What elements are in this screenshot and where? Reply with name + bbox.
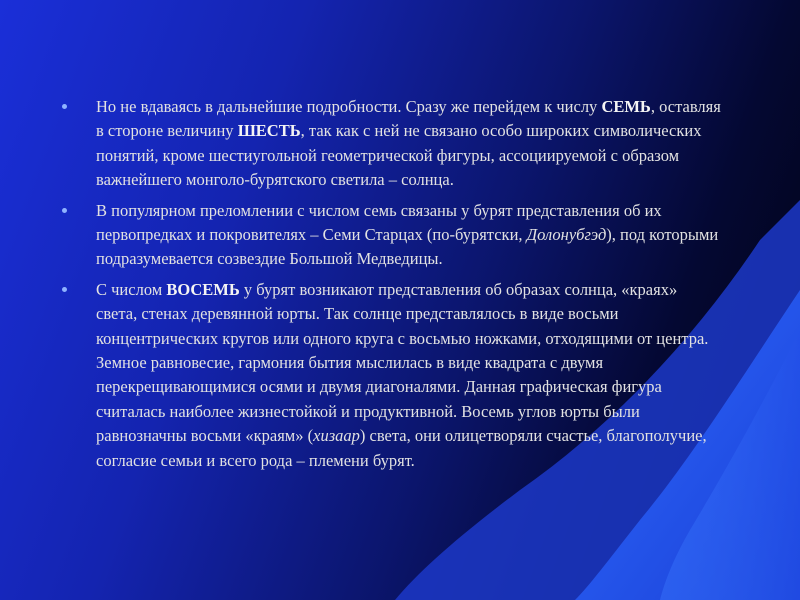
bullet-text-segment: ) света, они олицетворяли счастье, благополучие, согласие семьи и всего рода – племени бурят. <box>96 426 707 470</box>
bullet-text-segment: хизаар <box>313 426 360 446</box>
text-content <box>62 95 722 479</box>
bullet-text-segment: ВОСЕМЬ <box>166 279 240 299</box>
bullet-text-segment: В популярном преломлении с числом семь связаны у бурят представления об их первопредках и покровителях – Семи Старцах (по-бурятски, <box>96 200 662 245</box>
bullet-item <box>62 278 722 473</box>
bullet-item <box>62 199 722 272</box>
bullet-item <box>62 95 722 193</box>
bullet-dot-icon <box>62 287 67 292</box>
bullet-text <box>96 201 718 269</box>
bullet-text-segment: ШЕСТЬ <box>237 121 301 141</box>
bullet-dot-icon <box>62 104 67 109</box>
bullet-text-segment: у бурят возникают представления об образах солнца, «краях» света, стенах деревянной юрты. Так солнце представлялось в виде восьми концентрических кругов или одного круга с восьмью ножками, отходящими от центра. Земное равновесие, гармония бытия мыслилась в виде квадрата с двумя перекрещивающимися осями и двумя диагоналями. Данная графическая фигура считалась наиболее жизнестойкой и продуктивной. Восемь углов юрты были равнозначны восьми «краям» ( <box>96 279 709 446</box>
bullet-text <box>96 280 708 470</box>
bullet-text-segment: СЕМЬ <box>601 97 651 116</box>
bullet-text-segment: ), под которыми подразумевается созвездие Большой Медведицы. <box>96 225 719 269</box>
bullet-text-segment: , оставляя в стороне величину <box>96 97 721 141</box>
bullet-dot-icon <box>62 208 67 213</box>
bullet-text-segment: , так как с ней не связано особо широких символических понятий, кроме шестиугольной геометрической фигуры, ассоциируемой с образом важнейшего монголо-бурятского светила – солнца. <box>96 121 702 190</box>
bullet-text-segment: Но не вдаваясь в дальнейшие подробности. Сразу же перейдем к числу <box>96 97 602 116</box>
bullet-text <box>96 97 721 189</box>
bullet-text-segment: Долонубгэд <box>526 225 607 245</box>
bullet-text-segment: С числом <box>96 279 167 299</box>
